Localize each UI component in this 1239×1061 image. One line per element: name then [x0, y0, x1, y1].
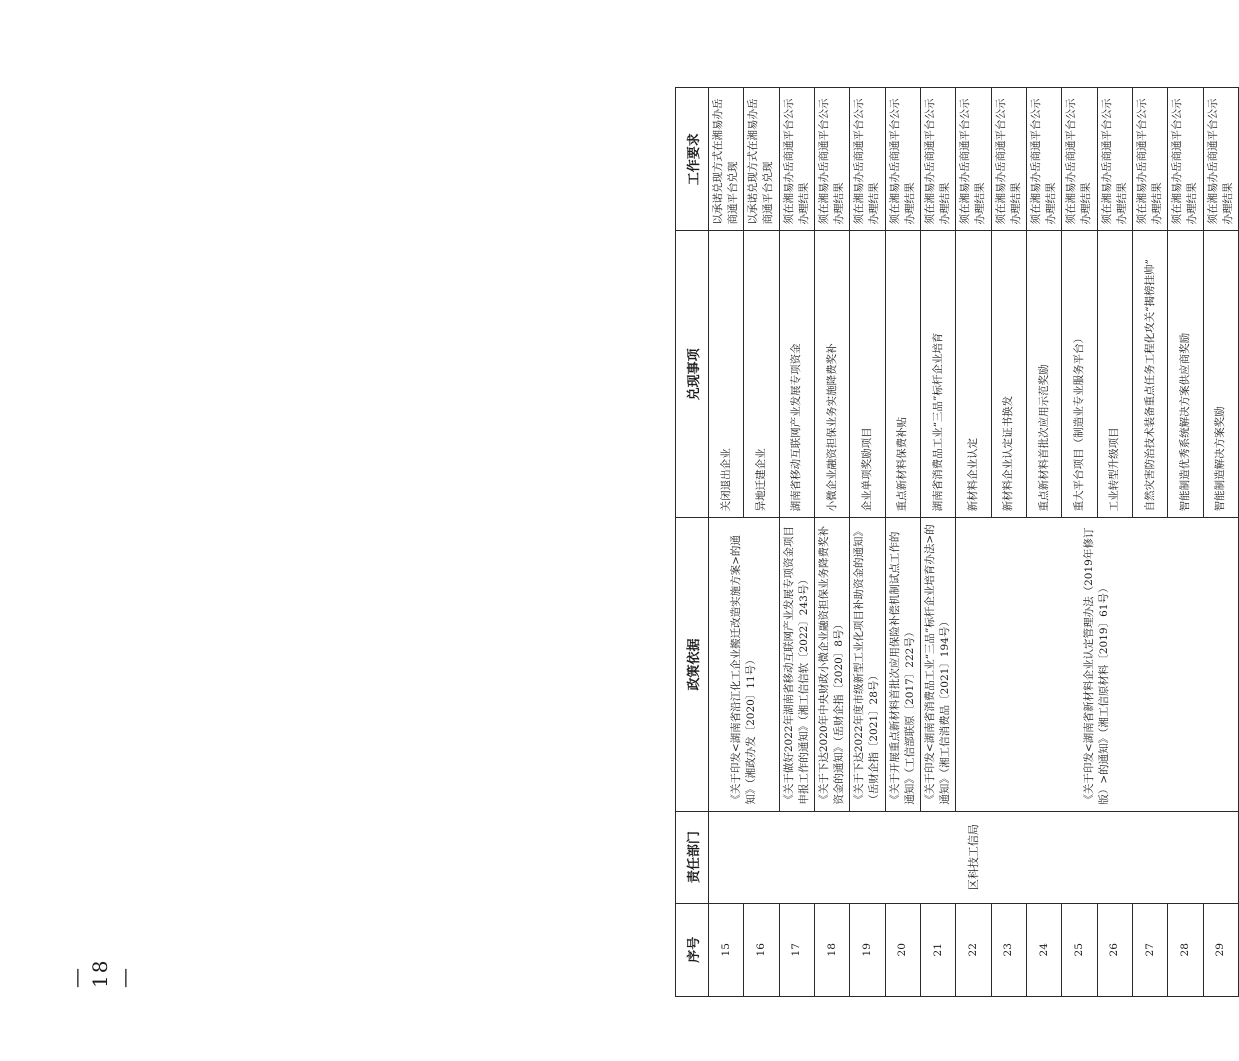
cell-seq: 21 — [920, 903, 955, 996]
cell-seq: 19 — [850, 903, 885, 996]
header-seq: 序号 — [676, 903, 709, 996]
header-item: 兑现事项 — [676, 231, 709, 518]
cell-item: 湖南省移动互联网产业发展专项资金 — [779, 231, 814, 518]
cell-basis: 《关于印发<湖南省消费品工业“三品”标杆企业培育办法>的通知》（湘工信消费品〔2021〕194号） — [920, 518, 955, 811]
cell-req: 须在湘易办岳商通平台公示办理结果 — [920, 88, 955, 231]
cell-req: 须在湘易办岳商通平台公示办理结果 — [779, 88, 814, 231]
cell-req: 须在湘易办岳商通平台公示办理结果 — [1062, 88, 1097, 231]
cell-seq: 26 — [1097, 903, 1132, 996]
cell-seq: 23 — [991, 903, 1026, 996]
cell-item: 企业单项奖励项目 — [850, 231, 885, 518]
cell-seq: 22 — [956, 903, 991, 996]
cell-seq: 16 — [744, 903, 779, 996]
cell-req: 须在湘易办岳商通平台公示办理结果 — [850, 88, 885, 231]
cell-item: 重大平台项目（制造业专业服务平台） — [1062, 231, 1097, 518]
cell-req: 须在湘易办岳商通平台公示办理结果 — [1026, 88, 1061, 231]
table-header-row — [676, 88, 709, 997]
cell-req: 以承诺兑现方式在湘易办岳商通平台兑现 — [744, 88, 779, 231]
cell-req: 须在湘易办岳商通平台公示办理结果 — [956, 88, 991, 231]
cell-req: 须在湘易办岳商通平台公示办理结果 — [1203, 88, 1238, 231]
cell-item: 湖南省消费品工业“三品”标杆企业培育 — [920, 231, 955, 518]
cell-item: 智能制造优秀系统解决方案供应商奖励 — [1168, 231, 1203, 518]
cell-req: 须在湘易办岳商通平台公示办理结果 — [814, 88, 849, 231]
cell-seq: 18 — [814, 903, 849, 996]
cell-basis: 《关于印发<湖南省沿江化工企业搬迁改造实施方案>的通知》（湘政办发〔2020〕11号） — [709, 518, 780, 811]
policy-table — [675, 87, 1239, 997]
page-number: — 18 — — [64, 958, 136, 988]
cell-seq: 27 — [1132, 903, 1167, 996]
cell-item: 异地迁建企业 — [744, 231, 779, 518]
cell-basis: 《关于开展重点新材料首批次应用保险补偿机制试点工作的通知》（工信部联原〔2017〕222号） — [885, 518, 920, 811]
cell-seq: 28 — [1168, 903, 1203, 996]
cell-item: 智能制造解决方案奖励 — [1203, 231, 1238, 518]
cell-basis: 《关于下达2022年度市级新型工业化项目补助资金的通知》（岳财企指〔2021〕28号） — [850, 518, 885, 811]
cell-seq: 17 — [779, 903, 814, 996]
cell-req: 须在湘易办岳商通平台公示办理结果 — [1132, 88, 1167, 231]
cell-dept-merged: 区科技工信局 — [709, 811, 1239, 903]
table-row — [709, 88, 744, 997]
cell-item: 重点新材料首批次应用示范奖励 — [1026, 231, 1061, 518]
cell-basis: 《关于下达2020年中央财政小微企业融资担保业务降费奖补资金的通知》（岳财企指〔2020〕8号） — [814, 518, 849, 811]
cell-req: 须在湘易办岳商通平台公示办理结果 — [1168, 88, 1203, 231]
header-dept: 责任部门 — [676, 811, 709, 903]
cell-item: 重点新材料保费补贴 — [885, 231, 920, 518]
cell-item: 工业转型升级项目 — [1097, 231, 1132, 518]
cell-seq: 20 — [885, 903, 920, 996]
cell-req: 以承诺兑现方式在湘易办岳商通平台兑现 — [709, 88, 744, 231]
cell-seq: 15 — [709, 903, 744, 996]
cell-seq: 25 — [1062, 903, 1097, 996]
cell-item: 小微企业融资担保业务实施降费奖补 — [814, 231, 849, 518]
cell-item: 自然灾害防治技术装备重点任务工程化攻关“揭榜挂帅” — [1132, 231, 1167, 518]
cell-basis: 《关于印发<湖南省新材料企业认定管理办法（2019年修订版）>的通知》（湘工信原材料〔2019〕61号） — [956, 518, 1239, 811]
cell-item: 新材料企业认定证书换发 — [991, 231, 1026, 518]
cell-seq: 29 — [1203, 903, 1238, 996]
cell-basis: 《关于做好2022年湖南省移动互联网产业发展专项资金项目申报工作的通知》（湘工信信软〔2022〕243号） — [779, 518, 814, 811]
cell-seq: 24 — [1026, 903, 1061, 996]
cell-req: 须在湘易办岳商通平台公示办理结果 — [991, 88, 1026, 231]
header-req: 工作要求 — [676, 88, 709, 231]
header-basis: 政策依据 — [676, 518, 709, 811]
cell-item: 关闭退出企业 — [709, 231, 744, 518]
cell-item: 新材料企业认定 — [956, 231, 991, 518]
cell-req: 须在湘易办岳商通平台公示办理结果 — [885, 88, 920, 231]
cell-req: 须在湘易办岳商通平台公示办理结果 — [1097, 88, 1132, 231]
rotated-table-wrapper — [675, 87, 1239, 997]
